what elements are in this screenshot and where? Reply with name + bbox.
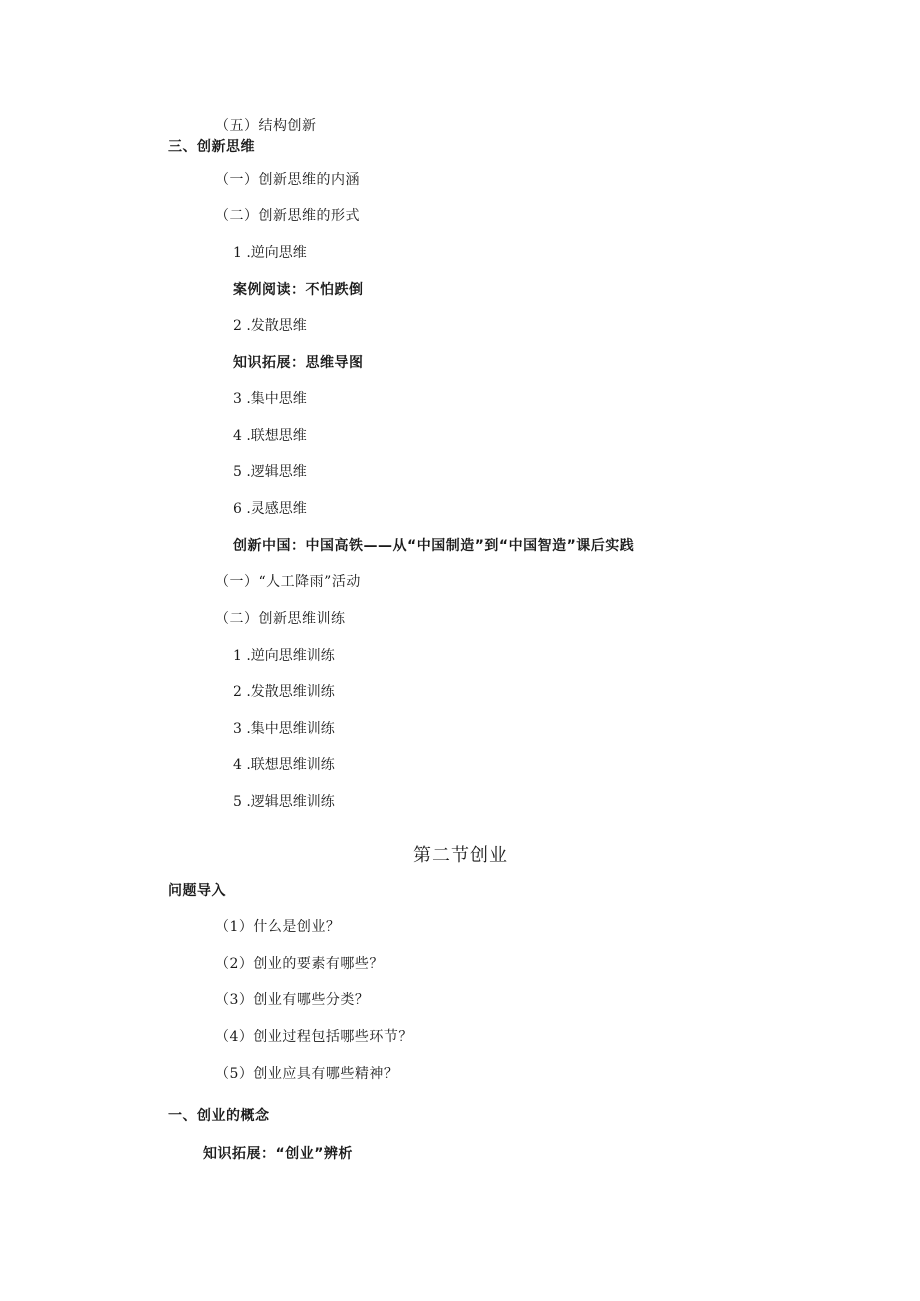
question-2: （2）创业的要素有哪些？ [215, 956, 384, 972]
item-associative-thinking: 4 .联想思维 [233, 428, 307, 444]
question-intro-heading: 问题导入 [168, 883, 226, 899]
question-1: （1）什么是创业？ [215, 919, 341, 935]
knowledge-expansion-analysis: 知识拓展：“创业”辨析 [203, 1146, 353, 1162]
case-reading-heading: 案例阅读：不怕跌倒 [233, 282, 364, 298]
subsection-thinking-training: （二）创新思维训练 [215, 611, 346, 627]
item-reverse-training: 1 .逆向思维训练 [233, 648, 335, 664]
subsection-forms: （二）创新思维的形式 [215, 208, 360, 224]
question-5: （5）创业应具有哪些精神？ [215, 1066, 399, 1082]
item-logical-thinking: 5 .逻辑思维 [233, 464, 307, 480]
item-reverse-thinking: 1 .逆向思维 [233, 245, 307, 261]
subsection-structure-innovation: （五）结构创新 [215, 118, 317, 134]
item-logical-training: 5 .逻辑思维训练 [233, 794, 335, 810]
item-convergent-thinking: 3 .集中思维 [233, 391, 307, 407]
item-convergent-training: 3 .集中思维训练 [233, 721, 335, 737]
item-divergent-training: 2 .发散思维训练 [233, 684, 335, 700]
section-heading-concept: 一、创业的概念 [168, 1108, 270, 1124]
subsection-connotation: （一）创新思维的内涵 [215, 172, 360, 188]
item-inspiration-thinking: 6 .灵感思维 [233, 501, 307, 517]
section-heading-innovative-thinking: 三、创新思维 [168, 139, 255, 155]
item-divergent-thinking: 2 .发散思维 [233, 318, 307, 334]
innovation-china-heading: 创新中国：中国高铁——从“中国制造”到“中国智造”课后实践 [233, 538, 635, 554]
knowledge-expansion-mindmap: 知识拓展：思维导图 [233, 355, 364, 371]
question-3: （3）创业有哪些分类？ [215, 992, 370, 1008]
chapter-title-entrepreneurship: 第二节创业 [413, 845, 508, 866]
subsection-artificial-rain: （一）“人工降雨”活动 [215, 574, 361, 590]
question-4: （4）创业过程包括哪些环节？ [215, 1029, 413, 1045]
item-associative-training: 4 .联想思维训练 [233, 757, 335, 773]
